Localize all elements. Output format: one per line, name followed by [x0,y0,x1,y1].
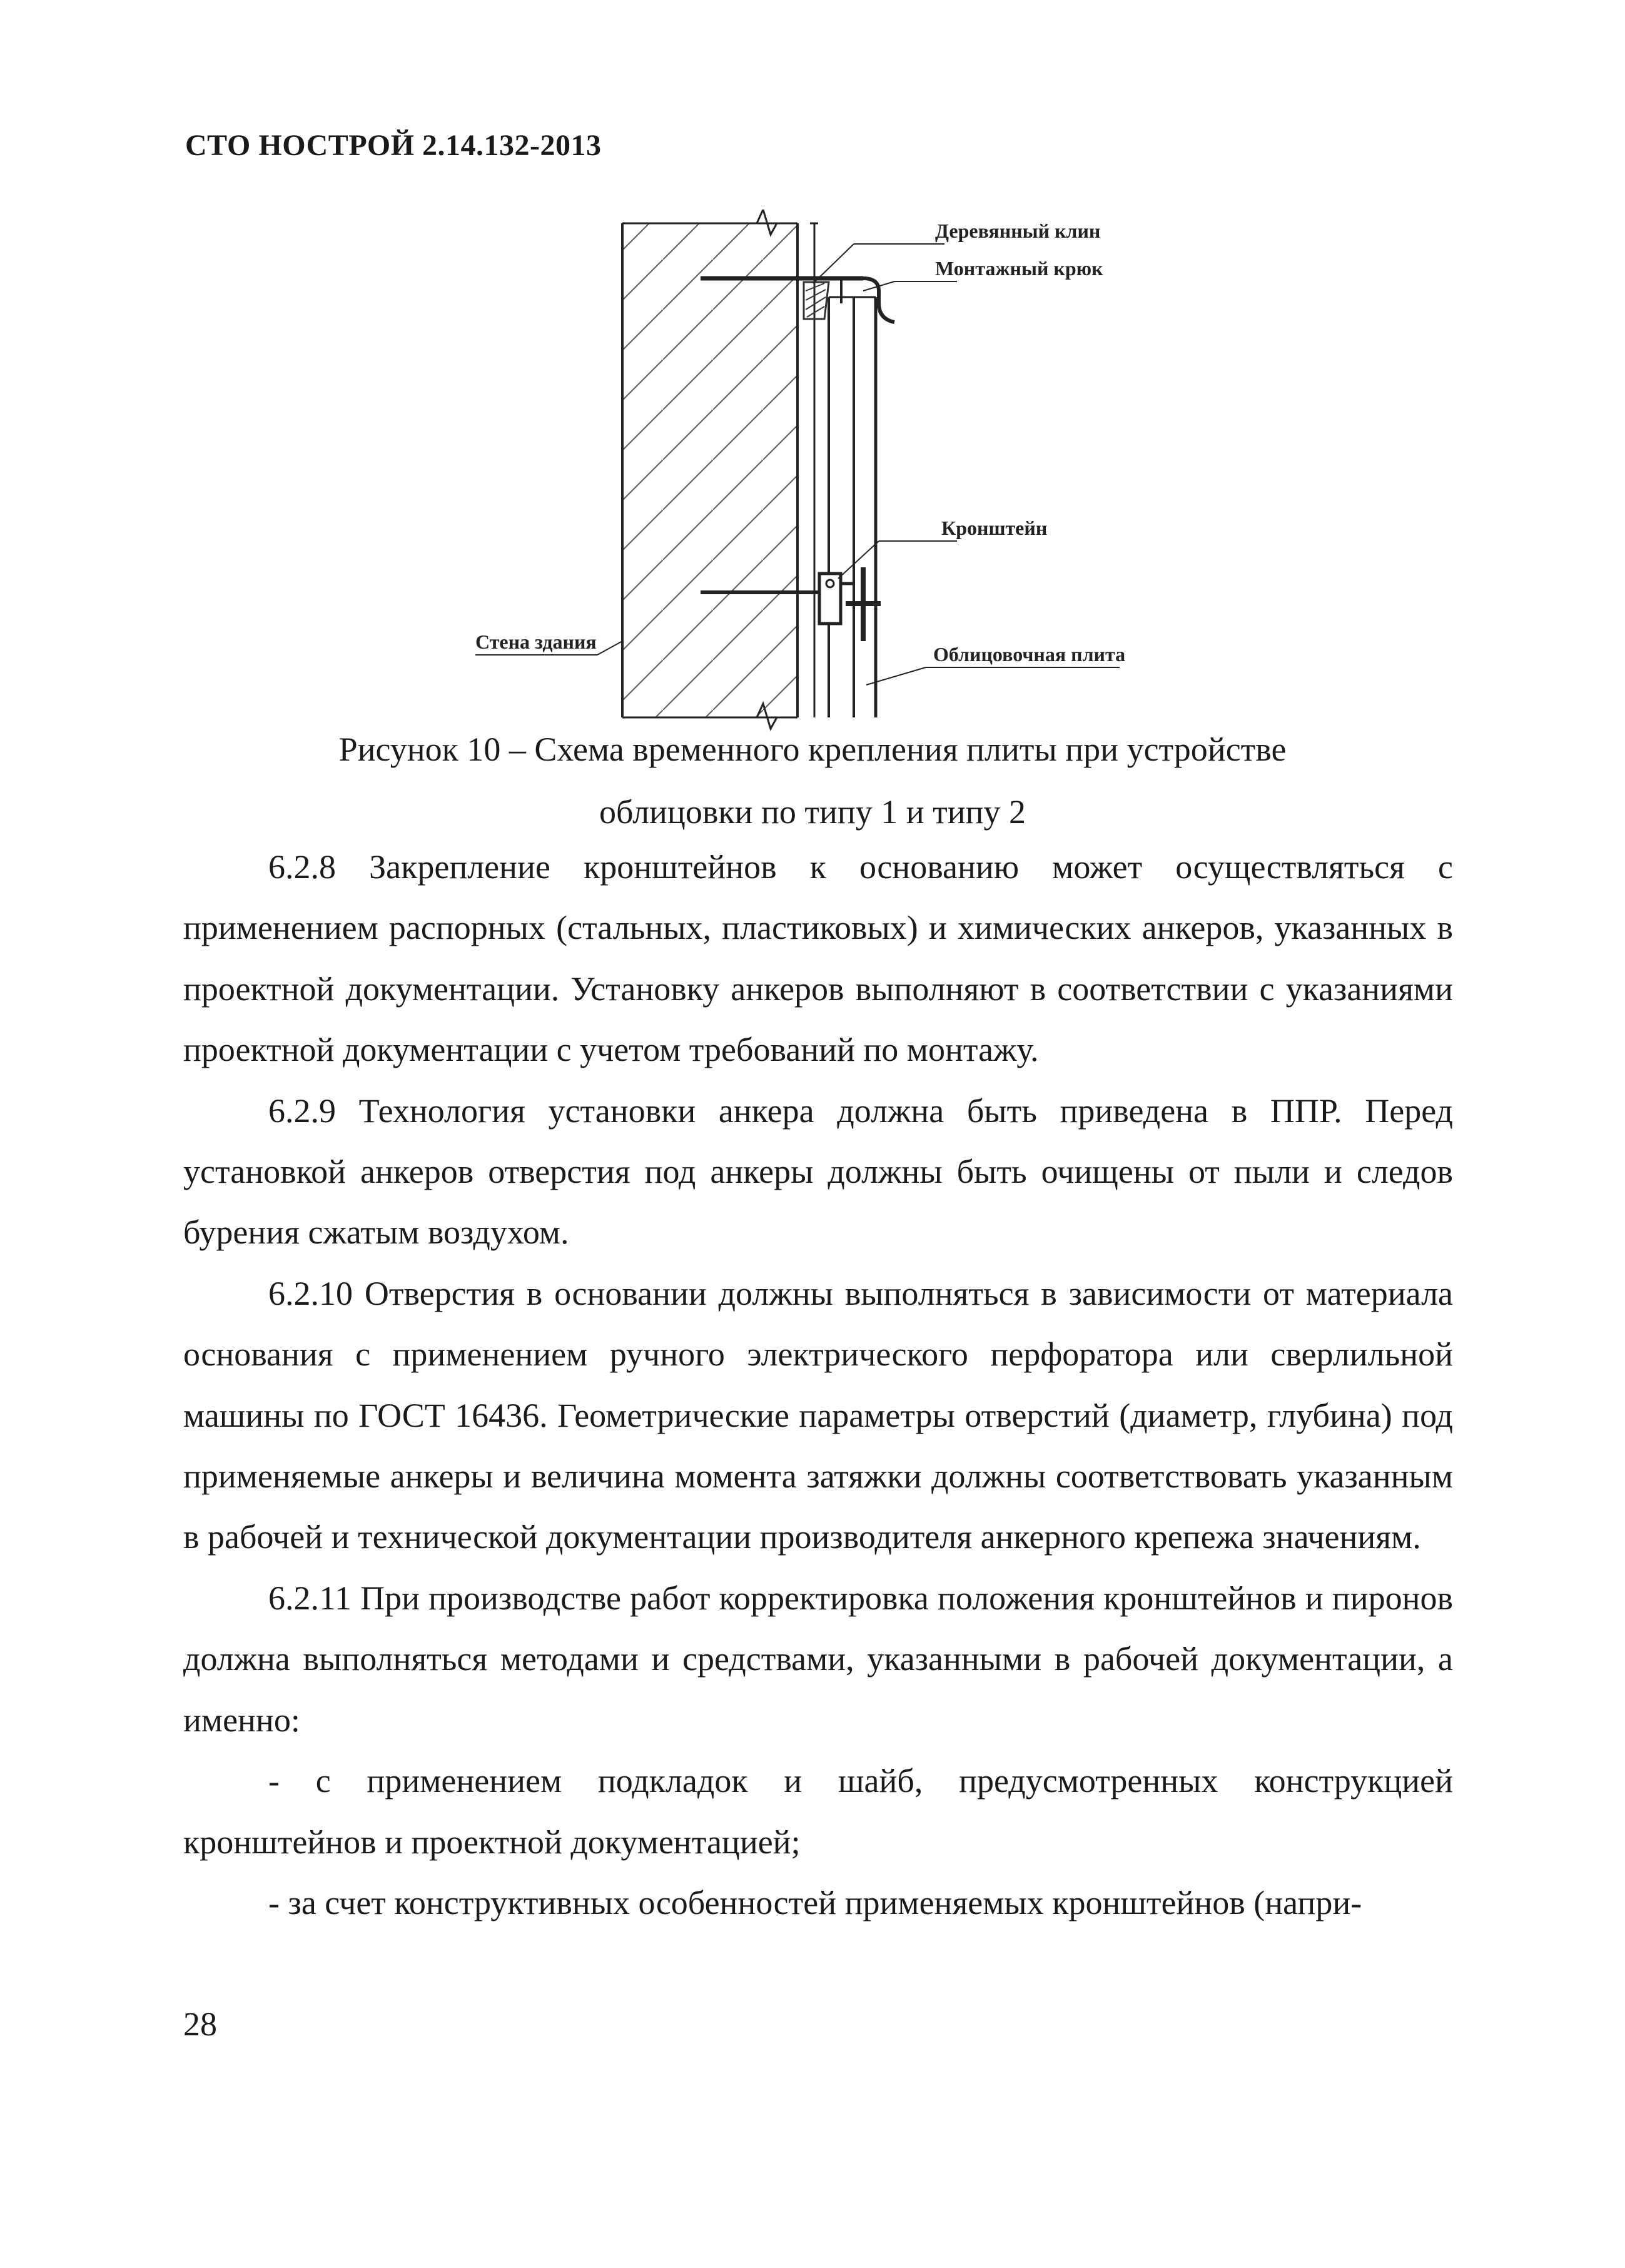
wood-wedge-shape [804,282,829,319]
fastening-diagram [463,210,1163,732]
paragraph-6-2-10: 6.2.10 Отверстия в основании должны выполняться в зависимости от материала основания с применением ручного электрического перфоратора или сверлильной машины по ГОСТ 16436. Геометрические параметры отверстий (диаметр, глубина) под применяемые анкеры и величина момента затяжки должны соответствовать указанным в рабочей и технической документации производителя анкерного крепежа значениям. [183,1274,1453,1556]
label-bracket: Кронштейн [941,517,1048,539]
page-number: 28 [183,2005,217,2043]
label-facing-plate: Облицовочная плита [933,643,1126,666]
body-text [183,837,1453,1933]
label-wood-wedge: Деревянный клин [935,220,1101,242]
label-building-wall: Стена здания [475,630,597,653]
list-item-design-features: - за счет конструктивных особенностей применяемых кронштейнов (напри- [268,1883,1362,1921]
caption-line-2: облицовки по типу 1 и типу 2 [599,793,1026,831]
document-code-header: СТО НОСТРОЙ 2.14.132-2013 [185,129,602,162]
caption-line-1: Рисунок 10 – Схема временного крепления плиты при устройстве [338,731,1287,768]
building-wall-shape [622,210,797,729]
label-mounting-hook: Монтажный крюк [935,257,1103,280]
paragraph-6-2-9: 6.2.9 Технология установки анкера должна быть приведена в ППР. Перед установкой анкеров отверстия под анкеры должны быть очищены от пыли и следов бурения сжатым воздухом. [183,1091,1453,1252]
paragraph-6-2-11: 6.2.11 При производстве работ корректировка положения кронштейнов и пиронов должна выполняться методами и средствами, указанными в рабочей документации, а именно: [183,1579,1453,1739]
paragraph-6-2-8: 6.2.8 Закрепление кронштейнов к основанию может осуществляться с применением распорных (стальных, пластиковых) и химических анкеров, указанных в проектной документации. Установку анкеров выполняют в соответствии с указаниями проектной документации с учетом требований по монтажу. [183,848,1453,1069]
list-item-shims: - с применением подкладок и шайб, предусмотренных конструкцией кронштейнов и проектной документацией; [183,1762,1453,1861]
facing-plate-shape [810,223,876,717]
